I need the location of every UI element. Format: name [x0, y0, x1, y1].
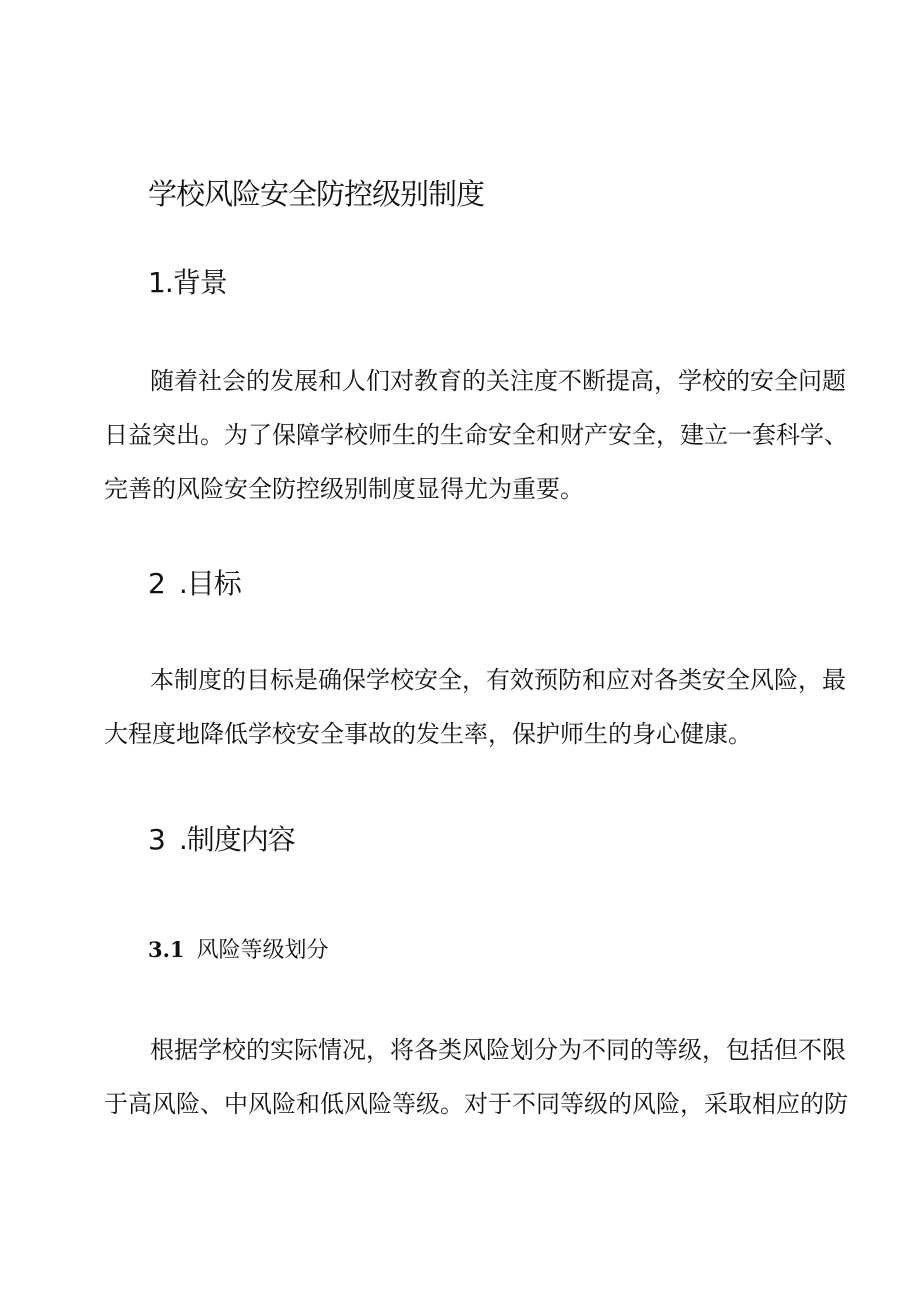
subsection-heading-text: 风险等级划分 [196, 938, 329, 963]
section-heading-text: 背景 [172, 266, 227, 299]
paragraph-line: 完善的风险安全防控级别制度显得尤为重要。 [104, 475, 584, 503]
section-heading-text: .目标 [178, 567, 241, 600]
section-heading-text: .制度内容 [178, 823, 295, 856]
section-number: 1. [148, 266, 173, 299]
paragraph-line: 大程度地降低学校安全事故的发生率，保护师生的身心健康。 [104, 720, 752, 748]
paragraph-risk-levels [104, 1023, 848, 1131]
document-title: 学校风险安全防控级别制度 [148, 177, 485, 211]
paragraph-background [104, 354, 848, 516]
subsection-heading-risk-levels [148, 933, 329, 968]
paragraph-line: 于高风险、中风险和低风险等级。对于不同等级的风险，采取相应的防 [104, 1090, 848, 1118]
paragraph-line: 随着社会的发展和人们对教育的关注度不断提高，学校的安全问题 [150, 367, 846, 395]
paragraph-line: 根据学校的实际情况，将各类风险划分为不同的等级，包括但不限 [150, 1036, 846, 1064]
subsection-number: 3.1 [148, 937, 185, 962]
section-number: 3 [148, 823, 165, 856]
section-heading-content [148, 820, 295, 860]
section-number: 2 [148, 567, 165, 600]
section-heading-background [148, 263, 227, 303]
paragraph-line: 日益突出。为了保障学校师生的生命安全和财产安全，建立一套科学、 [104, 421, 848, 449]
section-heading-goal [148, 564, 241, 604]
paragraph-goal [104, 653, 846, 761]
paragraph-line: 本制度的目标是确保学校安全，有效预防和应对各类安全风险，最 [150, 666, 846, 694]
